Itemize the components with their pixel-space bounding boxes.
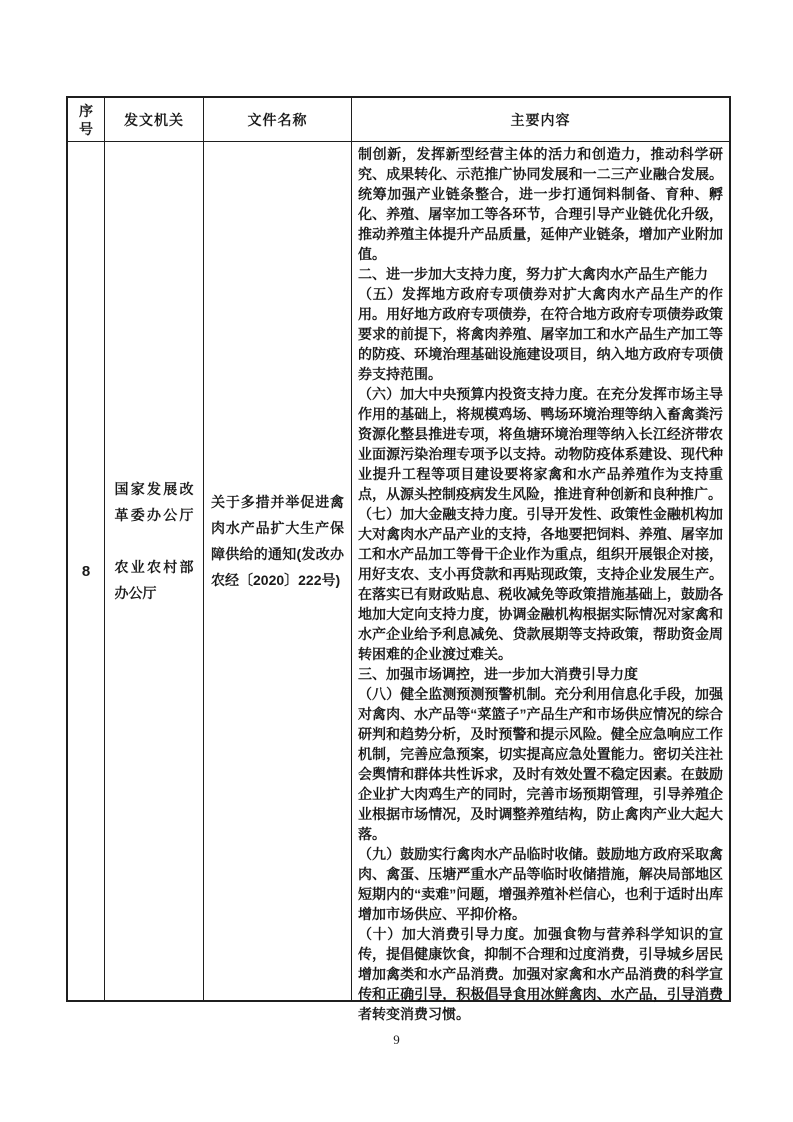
agency-lines — [115, 476, 194, 606]
agency-name: 国家发展改革委办公厅 — [114, 481, 194, 523]
table-row — [68, 142, 729, 1022]
content-paragraph: （八）健全监测预测预警机制。充分利用信息化手段，加强对禽肉、水产品等“菜篮子”产品生产和市场供应情况的综合研判和趋势分析，及时预警和提示风险。健全应急响应工作机制，完善应急预案，切实提高应急处置能力。密切关注社会舆情和群体共性诉求，及时有效处置不稳定因素。在鼓励企业扩大肉鸡生产的同时，完善市场预期管理，引导养殖企业根据市场情况，及时调整养殖结构，防止禽肉产业大起大落。 — [358, 686, 723, 842]
table-header-row — [68, 98, 729, 142]
content-paragraph: （五）发挥地方政府专项债券对扩大禽肉水产品生产的作用。用好地方政府专项债券，在符合地方政府专项债券政策要求的前提下，将禽肉养殖、屠宰加工和水产品生产加工等的防疫、环境治理基础设施建设项目，纳入地方政府专项债券支持范围。 — [358, 286, 723, 382]
content-paragraph: 三、加强市场调控，进一步加大消费引导力度 — [358, 666, 638, 682]
header-cell-serial — [68, 98, 105, 141]
header-cell-main-content — [352, 98, 729, 141]
content-paragraph: （七）加大金融支持力度。引导开发性、政策性金融机构加大对禽肉水产品产业的支持，各地要把饲料、养殖、屠宰加工和水产品加工等骨干企业作为重点，组织开展银企对接，用好支农、支小再贷款和再贴现政策，支持企业发展生产。在落实已有财政贴息、税收减免等政策措施基础上，鼓励各地加大定向支持力度，协调金融机构根据实际情况对家禽和水产企业给予利息减免、贷款展期等支持政策，帮助资金周转困难的企业渡过难关。 — [358, 506, 723, 662]
doc-name-text: 关于多措并举促进禽肉水产品扩大生产保障供给的通知(发改办农经〔2020〕222号) — [211, 494, 344, 588]
doc-name-cell — [204, 142, 352, 1000]
header-doc-name-label: 文件名称 — [247, 111, 308, 128]
page-number: 9 — [393, 1032, 400, 1047]
header-main-content-label: 主要内容 — [510, 111, 571, 128]
content-paragraph: 二、进一步加大支持力度，努力扩大禽肉水产品生产能力 — [358, 266, 708, 282]
header-cell-agency — [105, 98, 204, 141]
agency-name: 农业农村部办公厅 — [114, 559, 194, 601]
content-paragraph: （六）加大中央预算内投资支持力度。在充分发挥市场主导作用的基础上，将规模鸡场、鸭场环境治理等纳入畜禽粪污资源化整县推进专项，将鱼塘环境治理等纳入长江经济带农业面源污染治理专项予以支持。动物防疫体系建设、现代种业提升工程等项目建设要将家禽和水产品养殖作为支持重点，从源头控制疫病发生风险，推进育种创新和良种推广。 — [358, 386, 723, 502]
content-paragraph: （九）鼓励实行禽肉水产品临时收储。鼓励地方政府采取禽肉、禽蛋、压塘严重水产品等临时收储措施，解决局部地区短期内的“卖难”问题，增强养殖补栏信心，也利于适时出库增加市场供应、平抑价格。 — [358, 846, 723, 922]
header-cell-doc-name — [204, 98, 352, 141]
agency-cell — [105, 142, 204, 1000]
main-content-paragraphs — [358, 144, 723, 1024]
policy-table — [66, 96, 731, 1022]
content-paragraph: 制创新，发挥新型经营主体的活力和创造力，推动科学研究、成果转化、示范推广协同发展和一二三产业融合发展。统筹加强产业链条整合，进一步打通饲料制备、育种、孵化、养殖、屠宰加工等各环节，合理引导产业链优化升级，推动养殖主体提升产品质量，延伸产业链条，增加产业附加值。 — [358, 146, 723, 262]
content-paragraph: （十）加大消费引导力度。加强食物与营养科学知识的宣传，提倡健康饮食，抑制不合理和过度消费，引导城乡居民增加禽类和水产品消费。加强对家禽和水产品消费的科学宣传和正确引导，积极倡导食用冰鲜禽肉、水产品，引导消费者转变消费习惯。 — [358, 926, 723, 1022]
serial-number: 8 — [81, 562, 91, 580]
serial-cell — [68, 142, 105, 1000]
main-content-cell — [352, 142, 729, 1022]
header-serial-label: 序号 — [79, 102, 93, 137]
header-agency-label: 发文机关 — [124, 111, 184, 128]
